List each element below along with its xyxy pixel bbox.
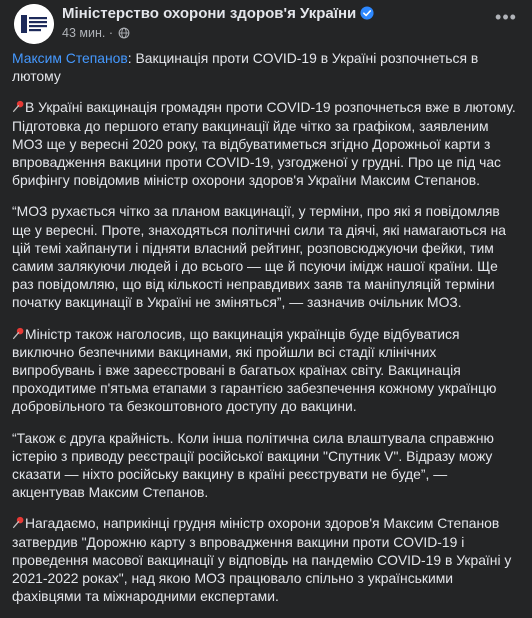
post-meta: 43 мин. ·: [62, 26, 130, 40]
paragraph-5: [12, 514, 520, 605]
paragraph-3: [12, 325, 520, 416]
paragraph-1: [12, 98, 520, 189]
post-timestamp[interactable]: 43 мин.: [62, 26, 106, 40]
paragraph-4-text: “Також є друга крайність. Коли інша політична сила влаштувала справжню істерію з приводу реєстрації російської вакцини "Спутник V". Відразу можу сказати — ніхто російську вакцину в країні реєструвати не буде”, — акцентував Максим Степанов.: [12, 429, 494, 501]
pushpin-icon: [12, 516, 25, 529]
verified-badge-icon: [360, 6, 374, 20]
paragraph-5-text: Нагадаємо, наприкінці грудня міністр охорони здоров'я Максим Степанов затвердив "Дорожню карту з впровадження вакцини проти COVID-19 і проведення масової вакцинації у відповідь на пандемію COVID-19 в Україні у 2021-2022 роках", над якою МОЗ працювало спільно з українськими фахівцями та міжнародними експертами.: [12, 515, 512, 605]
post-header: [14, 4, 522, 44]
paragraph-2-text: “МОЗ рухається чітко за планом вакцинації, у терміни, про які я повідомляв ще у вересні. Проте, знаходяться політичні сили та діячі, які намагаються на цій темі хайпанути і підняти власний рейтинг, розповсюджуючи фейки, тим самим залякуючи людей і до всього — ще й псуючи імідж нашої країни. Ще раз повідомляю, що від кількості неправдивих заяв та маніпуляцій терміни початку вакцинації в Україні не зміняться”, — зазначив очільник МОЗ.: [12, 203, 507, 311]
page-name[interactable]: Міністерство охорони здоров'я України: [62, 5, 357, 22]
headline-text: : Вакцинація проти COVID-19 в Україні розпочнеться в лютому: [12, 50, 479, 85]
paragraph-2: [12, 202, 520, 311]
author-link[interactable]: Максим Степанов: [12, 50, 128, 66]
paragraph-3-text: Міністр також наголосив, що вакцинація українців буде відбуватися виключно безпечними вакцинами, які пройшли всі стадії клінічних випробувань і вже зареєстровані в багатьох країнах світу. Вакцинація проходитиме п'ятьма етапами з гарантією забезпечення кожному українцю добровільного та безкоштовного доступу до вакцини.: [12, 325, 497, 415]
page-avatar[interactable]: [14, 4, 54, 44]
more-options-button[interactable]: •••: [495, 7, 517, 27]
post-headline: [12, 49, 520, 85]
page-name-line: [62, 5, 374, 22]
pushpin-icon: [12, 327, 25, 340]
globe-icon: [118, 27, 130, 39]
post-body: [12, 49, 520, 618]
paragraph-1-text: В Україні вакцинація громадян проти COVID-19 розпочнеться вже в лютому. Підготовка до першого етапу вакцинації йде чітко за графіком, заявленим МОЗ ще у вересні 2020 року, та відбуватиметься згідно Дорожньої карти з впровадження вакцини проти COVID-19, узгодженої у грудні. Про це під час брифінгу повідомив міністр охорони здоров'я України Максим Степанов.: [12, 99, 516, 189]
pushpin-icon: [12, 100, 25, 113]
paragraph-4: [12, 429, 520, 502]
moz-logo-icon: [14, 4, 54, 44]
